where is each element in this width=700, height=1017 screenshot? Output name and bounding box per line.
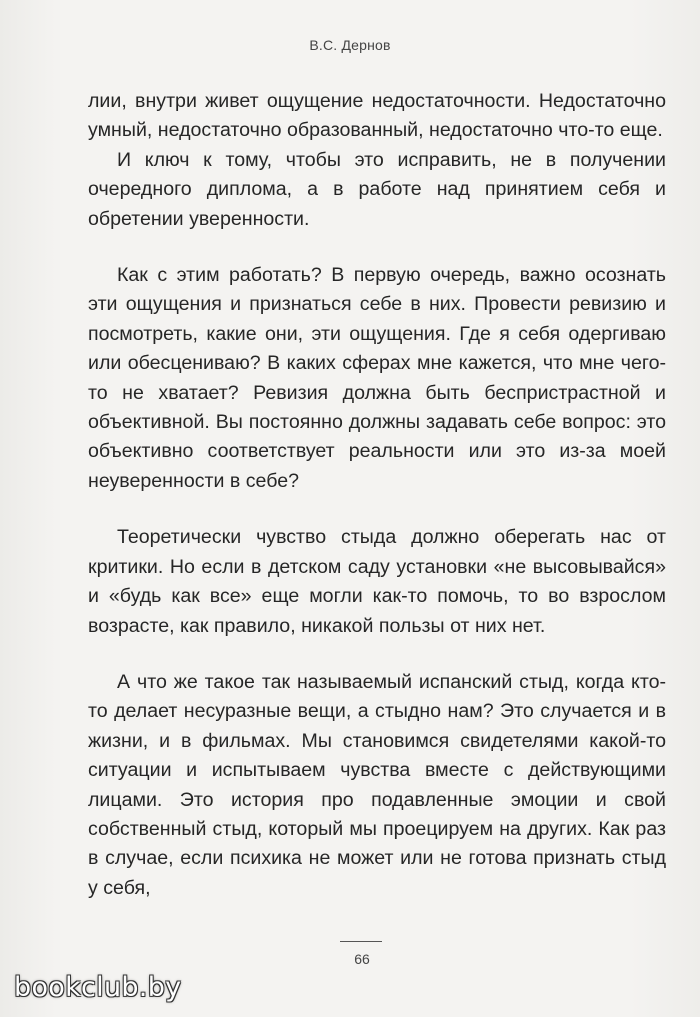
- paragraph: И ключ к тому, чтобы это исправить, не в получении очередного диплома, а в работе над принятием себя и обретении уверенности.: [88, 148, 666, 230]
- paragraph: Теоретически чувство стыда должно оберегать нас от критики. Но если в детском саду установки «не высовывайся» и «будь как все» еще могли как-то помочь, то во взрослом возрасте, как правило, никакой пользы от них нет.: [88, 526, 666, 637]
- paragraph: лии, внутри живет ощущение недостаточности. Недостаточно умный, недостаточно образованный, недостаточно что-то еще.: [88, 90, 666, 142]
- paragraph: Как с этим работать? В первую очередь, важно осознать эти ощущения и признаться себе в них. Провести ревизию и посмотреть, какие они, эти ощущения. Где я себя одергиваю или обесцениваю? В каких сферах мне кажется, что мне чего-то не хватает? Ревизия должна быть беспристрастной и объективной. Вы постоянно должны задавать себе вопрос: это объективно соответствует реальности или это из-за моей неуверенности в себе?: [88, 264, 666, 492]
- footer-rule: [340, 941, 382, 942]
- body-text: [88, 87, 666, 903]
- watermark: bookclub.by: [14, 972, 182, 1003]
- page-number: 66: [354, 951, 370, 967]
- paragraph: А что же такое так называемый испанский стыд, когда кто-то делает несуразные вещи, а стыдно нам? Это случается и в жизни, и в фильмах. Мы становимся свидетелями какой-то ситуации и испытываем чувства вместе с действующими лицами. Это история про подавленные эмоции и свой собственный стыд, который мы проецируем на других. Как раз в случае, если психика не может или не готова признать стыд у себя,: [88, 670, 666, 899]
- running-head-author: В.С. Дернов: [309, 37, 391, 53]
